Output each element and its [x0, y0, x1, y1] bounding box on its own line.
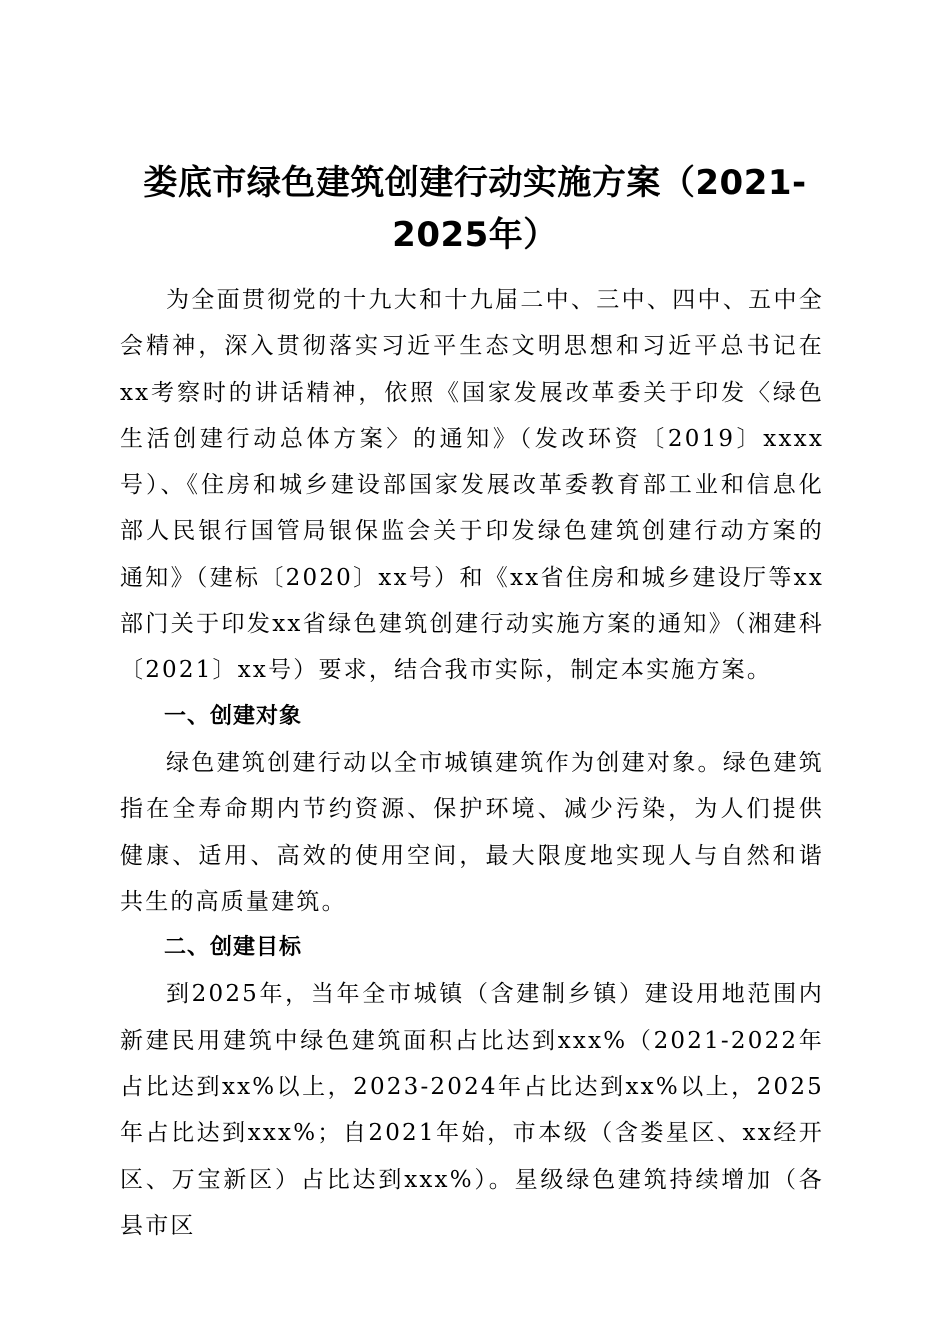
document-body	[120, 277, 824, 1249]
intro-paragraph: 为全面贯彻党的十九大和十九届二中、三中、四中、五中全会精神，深入贯彻落实习近平生态文明思想和习近平总书记在xx考察时的讲话精神，依照《国家发展改革委关于印发〈绿色生活创建行动总体方案〉的通知》（发改环资〔2019〕xxxx号）、《住房和城乡建设部国家发展改革委教育部工业和信息化部人民银行国管局银保监会关于印发绿色建筑创建行动方案的通知》（建标〔2020〕xx号）和《xx省住房和城乡建设厅等xx部门关于印发xx省绿色建筑创建行动实施方案的通知》（湘建科〔2021〕xx号）要求，结合我市实际，制定本实施方案。	[120, 287, 824, 684]
section-heading-creation-object: 一、创建对象	[164, 703, 303, 729]
section-body-creation-object: 绿色建筑创建行动以全市城镇建筑作为创建对象。绿色建筑指在全寿命期内节约资源、保护环境、减少污染，为人们提供健康、适用、高效的使用空间，最大限度地实现人与自然和谐共生的高质量建筑。	[120, 749, 824, 915]
document-title: 娄底市绿色建筑创建行动实施方案（2021-2025年）	[143, 162, 807, 255]
section-body-creation-goal: 到2025年，当年全市城镇（含建制乡镇）建设用地范围内新建民用建筑中绿色建筑面积占比达到xxx%（2021-2022年占比达到xx%以上，2023-2024年占比达到xx%以上，2025年占比达到xxx%；自2021年始，市本级（含娄星区、xx经开区、万宝新区）占比达到xxx%）。星级绿色建筑持续增加（各县市区	[120, 981, 824, 1239]
section-heading-creation-goal: 二、创建目标	[164, 935, 303, 961]
